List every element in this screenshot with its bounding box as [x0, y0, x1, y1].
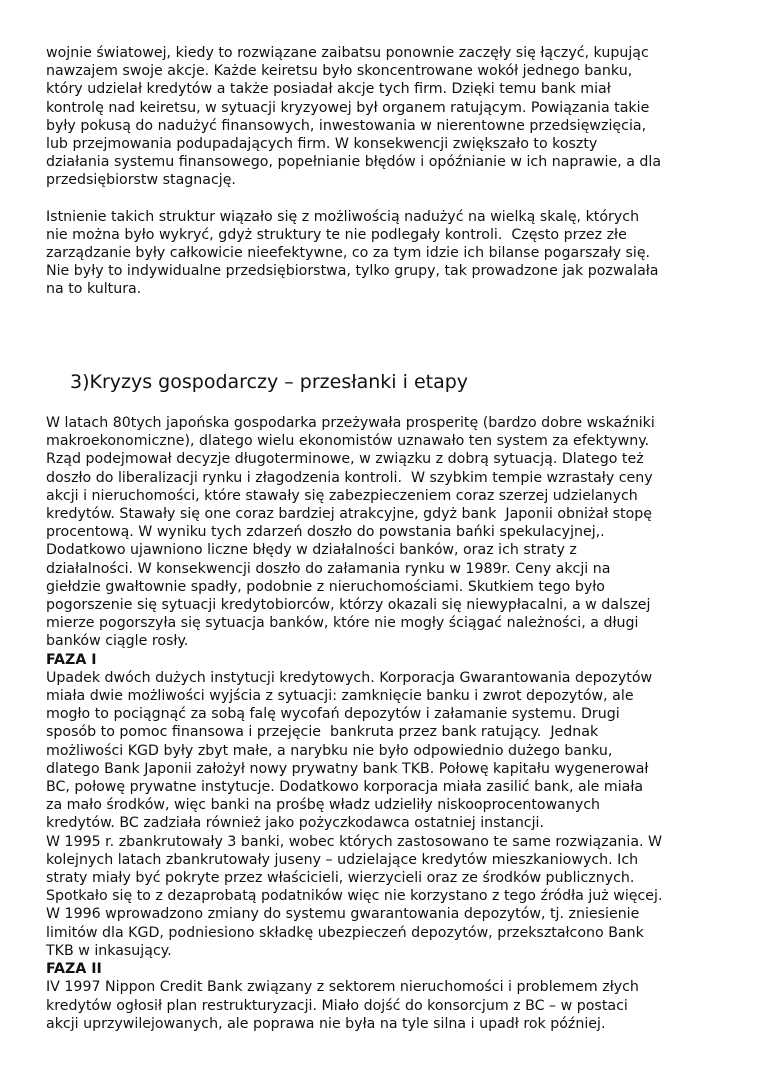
section-body	[46, 414, 726, 1033]
text-line: akcji uprzywilejowanych, ale poprawa nie była na tyle silna i upadł rok później.	[46, 1015, 606, 1032]
paragraph-gap	[46, 190, 726, 208]
text-line: za mało środków, więc banki na prośbę władz udzieliły niskooprocentowanych	[46, 797, 601, 814]
text-line: nawzajem swoje akcje. Każde keiretsu było skoncentrowane wokół jednego banku,	[46, 63, 633, 80]
text-line: Dodatkowo ujawniono liczne błędy w działalności banków, oraz ich straty z	[46, 542, 577, 559]
text-line: kolejnych latach zbankrutowały juseny – udzielające kredytów mieszkaniowych. Ich	[46, 851, 639, 868]
text-line: wojnie światowej, kiedy to rozwiązane zaibatsu ponownie zaczęły się łączyć, kupując	[46, 45, 649, 61]
text-line: BC, połowę prywatne instytucje. Dodatkowo korporacja miała zasilić bank, ale miała	[46, 779, 644, 796]
text-line: Rząd podejmował decyzje długoterminowe, w związku z dobrą sytuacją. Dlatego też	[46, 451, 644, 468]
text-line: W 1996 wprowadzono zmiany do systemu gwarantowania depozytów, tj. zniesienie	[46, 906, 640, 923]
text-line: działania systemu finansowego, popełnianie błędów i opóźnianie w ich naprawie, a dla	[46, 154, 662, 171]
text-line: zarządzanie były całkowicie nieefektywne, co za tym idzie ich bilanse pogarszały się.	[46, 245, 651, 262]
text-line: możliwości KGD były zbyt małe, a narybku nie było odpowiednio dużego banku,	[46, 742, 613, 759]
section-heading: 3)Kryzys gospodarczy – przesłanki i etapy	[70, 371, 469, 393]
phase-2-text	[46, 978, 726, 1033]
text-line: pogorszenie się sytuacji kredytobiorców, którzy okazali się niewypłacalni, a w dalszej	[46, 597, 651, 614]
text-line: W latach 80tych japońska gospodarka przeżywała prosperitę (bardzo dobre wskaźniki	[46, 415, 655, 431]
text-line: IV 1997 Nippon Credit Bank związany z sektorem nieruchomości i problemem złych	[46, 979, 639, 996]
text-line: giełdzie gwałtownie spadły, podobnie z nieruchomościami. Skutkiem tego było	[46, 578, 605, 595]
text-line: kredytów. Stawały się one coraz bardziej atrakcyjne, gdyż bank Japonii obniżał stopę	[46, 506, 653, 523]
intro-paragraph-1	[46, 44, 726, 190]
text-line: kontrolę nad keiretsu, w sytuacji kryzyowej był organem ratującym. Powiązania takie	[46, 99, 650, 116]
text-line: akcji i nieruchomości, które stawały się zabezpieczeniem coraz szerzej udzielanych	[46, 487, 638, 504]
text-line: mogło to pociągnąć za sobą falę wycofań depozytów i załamanie systemu. Drugi	[46, 706, 620, 723]
text-line: W 1995 r. zbankrutowały 3 banki, wobec których zastosowano te same rozwiązania. W	[46, 833, 663, 850]
text-line: limitów dla KGD, podniesiono składkę ubezpieczeń depozytów, przekształcono Bank	[46, 924, 644, 941]
intro-text	[46, 44, 726, 299]
text-line: lub przejmowania podupadających firm. W konsekwencji zwiększało to koszty	[46, 136, 598, 153]
text-line: doszło do liberalizacji rynku i złagodzenia kontroli. W szybkim tempie wzrastały ceny	[46, 469, 653, 486]
text-line: nie można było wykryć, gdyż struktury te nie podlegały kontroli. Często przez złe	[46, 226, 627, 243]
text-line: przedsiębiorstw stagnację.	[46, 172, 236, 189]
phase-1-title: FAZA I	[46, 651, 97, 668]
text-line: który udzielał kredytów a także posiadał akcje tych firm. Dzięki temu bank miał	[46, 81, 611, 98]
text-line: sposób to pomoc finansowa i przejęcie bankruta przez bank ratujący. Jednak	[46, 724, 599, 741]
text-line: na to kultura.	[46, 281, 142, 298]
text-line: Istnienie takich struktur wiązało się z możliwością nadużyć na wielką skalę, których	[46, 208, 640, 225]
text-line: kredytów. BC zadziała również jako pożyczkodawca ostatniej instancji.	[46, 815, 545, 832]
text-line: procentową. W wyniku tych zdarzeń doszło do powstania bańki spekulacyjnej,.	[46, 524, 605, 541]
intro-paragraph-2	[46, 208, 726, 299]
section-paragraph	[46, 414, 726, 651]
text-line: Nie były to indywidualne przedsiębiorstwa, tylko grupy, tak prowadzone jak pozwalała	[46, 263, 659, 280]
text-line: dlatego Bank Japonii założył nowy prywatny bank TKB. Połowę kapitału wygenerował	[46, 760, 649, 777]
text-line: miała dwie możliwości wyjścia z sytuacji: zamknięcie banku i zwrot depozytów, ale	[46, 688, 634, 705]
text-line: makroekonomiczne), dlatego wielu ekonomistów uznawało ten system za efektywny.	[46, 433, 650, 450]
phase-1-text	[46, 669, 726, 960]
phase-2-title: FAZA II	[46, 961, 102, 978]
text-line: TKB w inkasujący.	[46, 942, 172, 959]
text-line: kredytów ogłosił plan restrukturyzacji. Miało dojść do konsorcjum z BC – w postaci	[46, 997, 628, 1014]
text-line: działalności. W konsekwencji doszło do załamania rynku w 1989r. Ceny akcji na	[46, 560, 611, 577]
text-line: Spotkało się to z dezaprobatą podatników więc nie korzystano z tego źródła już więcej.	[46, 888, 663, 905]
text-line: banków ciągle rosły.	[46, 633, 189, 650]
text-line: były pokusą do nadużyć finansowych, inwestowania w nierentowne przedsięwzięcia,	[46, 117, 647, 134]
text-line: Upadek dwóch dużych instytucji kredytowych. Korporacja Gwarantowania depozytów	[46, 669, 653, 686]
text-line: mierze pogorszyła się sytuacja banków, które nie mogły ściągać należności, a długi	[46, 615, 639, 632]
text-line: straty miały być pokryte przez właścicieli, wierzycieli oraz ze środków publicznych.	[46, 870, 635, 887]
